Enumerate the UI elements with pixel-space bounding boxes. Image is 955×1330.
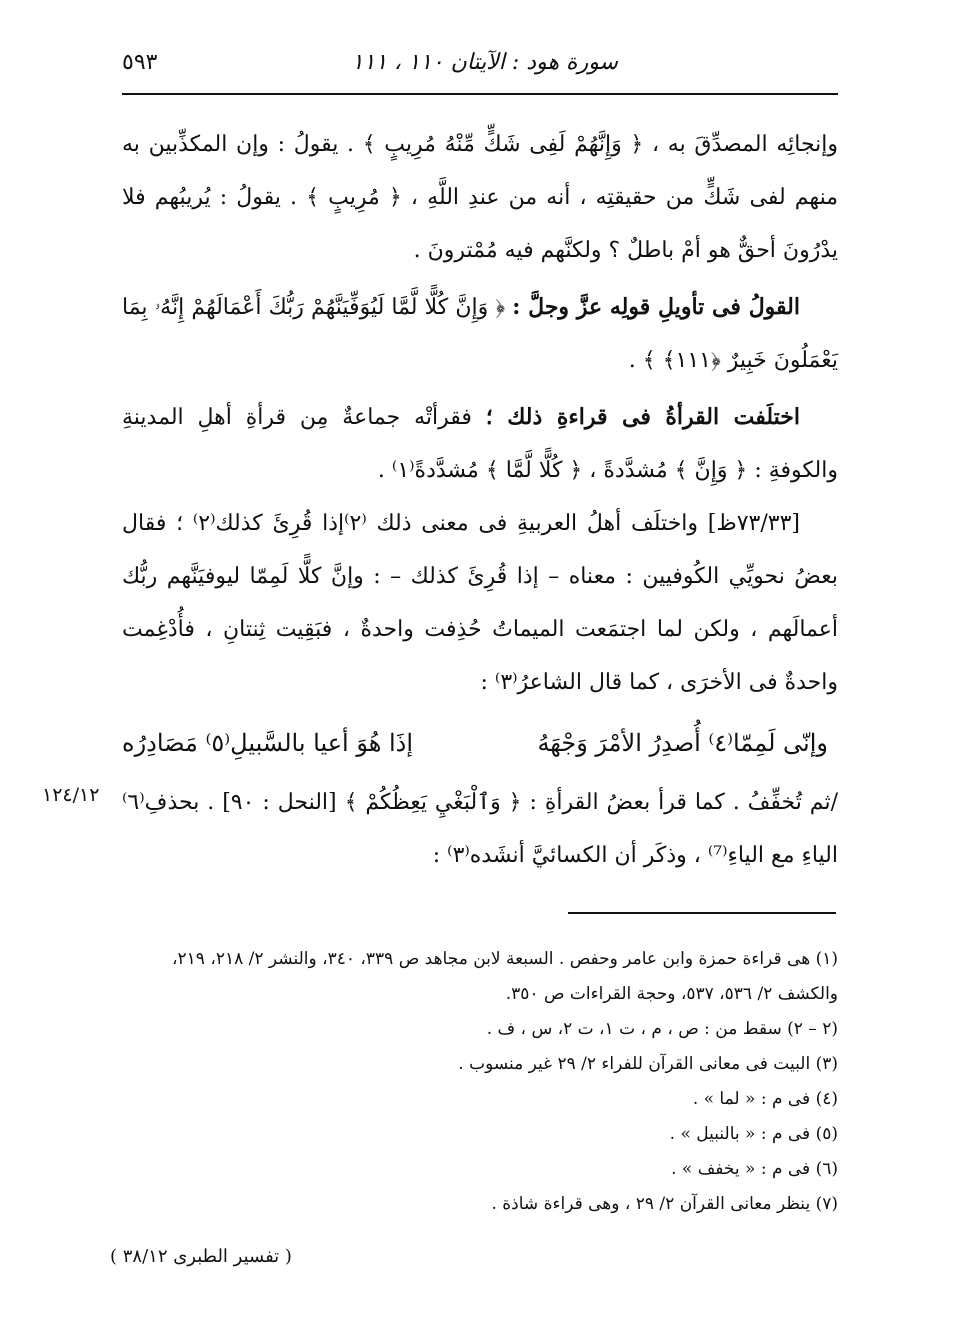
footnote-1: (١) هى قراءة حمزة وابن عامر وحفص . السبعة لابن مجاهد ص ٣٣٩، ٣٤٠، والنشر ٢/ ٢١٨، ٢١٩، والكشف ٢/ ٥٣٦، ٥٣٧، وحجة القراءات ص ٣٥٠. [172,949,838,1004]
paragraph-2 [122,281,838,387]
quran-verse: ﴿ وَإِنَّ كُلًّا لَّمَّا لَيُوَفِّيَنَّهُمْ رَبُّكَ أَعْمَالَهُمْ إِنَّهُۥ بِمَا يَعْمَلُونَ خَبِيرٌ ﴿١١١﴾ ﴾ . [122,295,838,373]
footnote-rule [568,912,836,914]
verse-second-hemistich: إذَا هُوَ أعيا بالسَّبيلِ⁽٥⁾ مَصَادِرُه [122,729,414,757]
volume-footer: ( تفسير الطبرى ٣٨/١٢ ) [110,1246,292,1267]
paragraph-5: /ثم تُخفِّفُ . كما قرأ بعضُ القرأةِ : ﴿ وَٱلْبَغْيِ يَعِظُكُمْ ﴾ [النحل : ٩٠] . بحذفِ⁽٦⁾ الياءِ مع الياءِ⁽⁷⁾ ، وذكَر أن الكسائيَّ أنشَده⁽٣⁾ : [122,790,838,868]
main-text [122,118,838,882]
page-number: ٥٩٣ [122,50,158,75]
paragraph-3 [122,391,838,497]
footnote-6: (٦) فى م : « يخفف » . [671,1159,838,1179]
running-title: سورة هود : الآيتان ١١٠ ، ١١١ [351,50,618,75]
footnote-4: (٤) فى م : « لما » . [692,1089,838,1109]
footnote-2: (٢ – ٢) سقط من : ص ، م ، ت ١، ت ٢، س ، ف . [486,1019,838,1039]
footnote-3: (٣) البيت فى معانى القرآن للفراء ٢/ ٢٩ غير منسوب . [458,1054,838,1074]
paragraph-3-text: فقرأتْه جماعةٌ مِن قرأةِ أهلِ المدينةِ والكوفةِ : ﴿ وَإِنَّ ﴾ مُشدَّدةً ، ﴿ كُلًّا لَّمَّا ﴾ مُشدَّدةً⁽١⁾ . [122,405,838,483]
page-header [122,44,838,88]
subsection-heading: اختلَفت القرأةُ فى قراءةِ ذلك ؛ [485,404,800,430]
margin-reference: ١٢٤/١٢ [42,784,100,806]
verse-first-hemistich: وإنّى لَمِمّا⁽٤⁾ أُصدِرُ الأمْرَ وَجْهَهُ [537,729,828,757]
paragraph-1: وإنجائِه المصدِّقَ به ، ﴿ وَإِنَّهُمْ لَفِى شَكٍّ مِّنْهُ مُرِيبٍ ﴾ . يقولُ : وإن المكذِّبين به منهم لفى شَكٍّ من حقيقتِه ، أنه من عندِ اللَّهِ ، ﴿ مُرِيبٍ ﴾ . يقولُ : يُريبُهم فلا يدْرُونَ أحقٌّ هو أمْ باطلٌ ؟ ولكنَّهم فيه مُمْترونَ . [122,132,838,263]
poetry-verse [122,717,838,770]
footnote-7: (٧) ينظر معانى القرآن ٢/ ٢٩ ، وهى قراءة شاذة . [491,1194,838,1214]
header-rule [122,93,838,95]
footnotes [122,942,838,1222]
section-heading: القولُ فى تأويلِ قولِه عزَّ وجلَّ : [512,294,800,320]
footnote-5: (٥) فى م : « بالنبيل » . [669,1124,838,1144]
paragraph-4: [٧٣/٣٣ظ] واختلَف أهلُ العربيةِ فى معنى ذلك ⁽٢⁾إذا قُرِئَ كذلك⁽٢⁾ ؛ فقال بعضُ نحويِّي الكُوفيين : معناه – إذا قُرِئَ كذلك – : وإنَّ كلًّا لَمِمّا ليوفيَنَّهم ربُّك أعمالَهم ، ولكن لما اجتمَعت الميماتُ حُذِفت واحدةٌ ، فبَقِيت ثِنتانِ ، فأُدْغِمت واحدةٌ فى الأخرَى ، كما قال الشاعرُ⁽٣⁾ : [122,511,838,695]
